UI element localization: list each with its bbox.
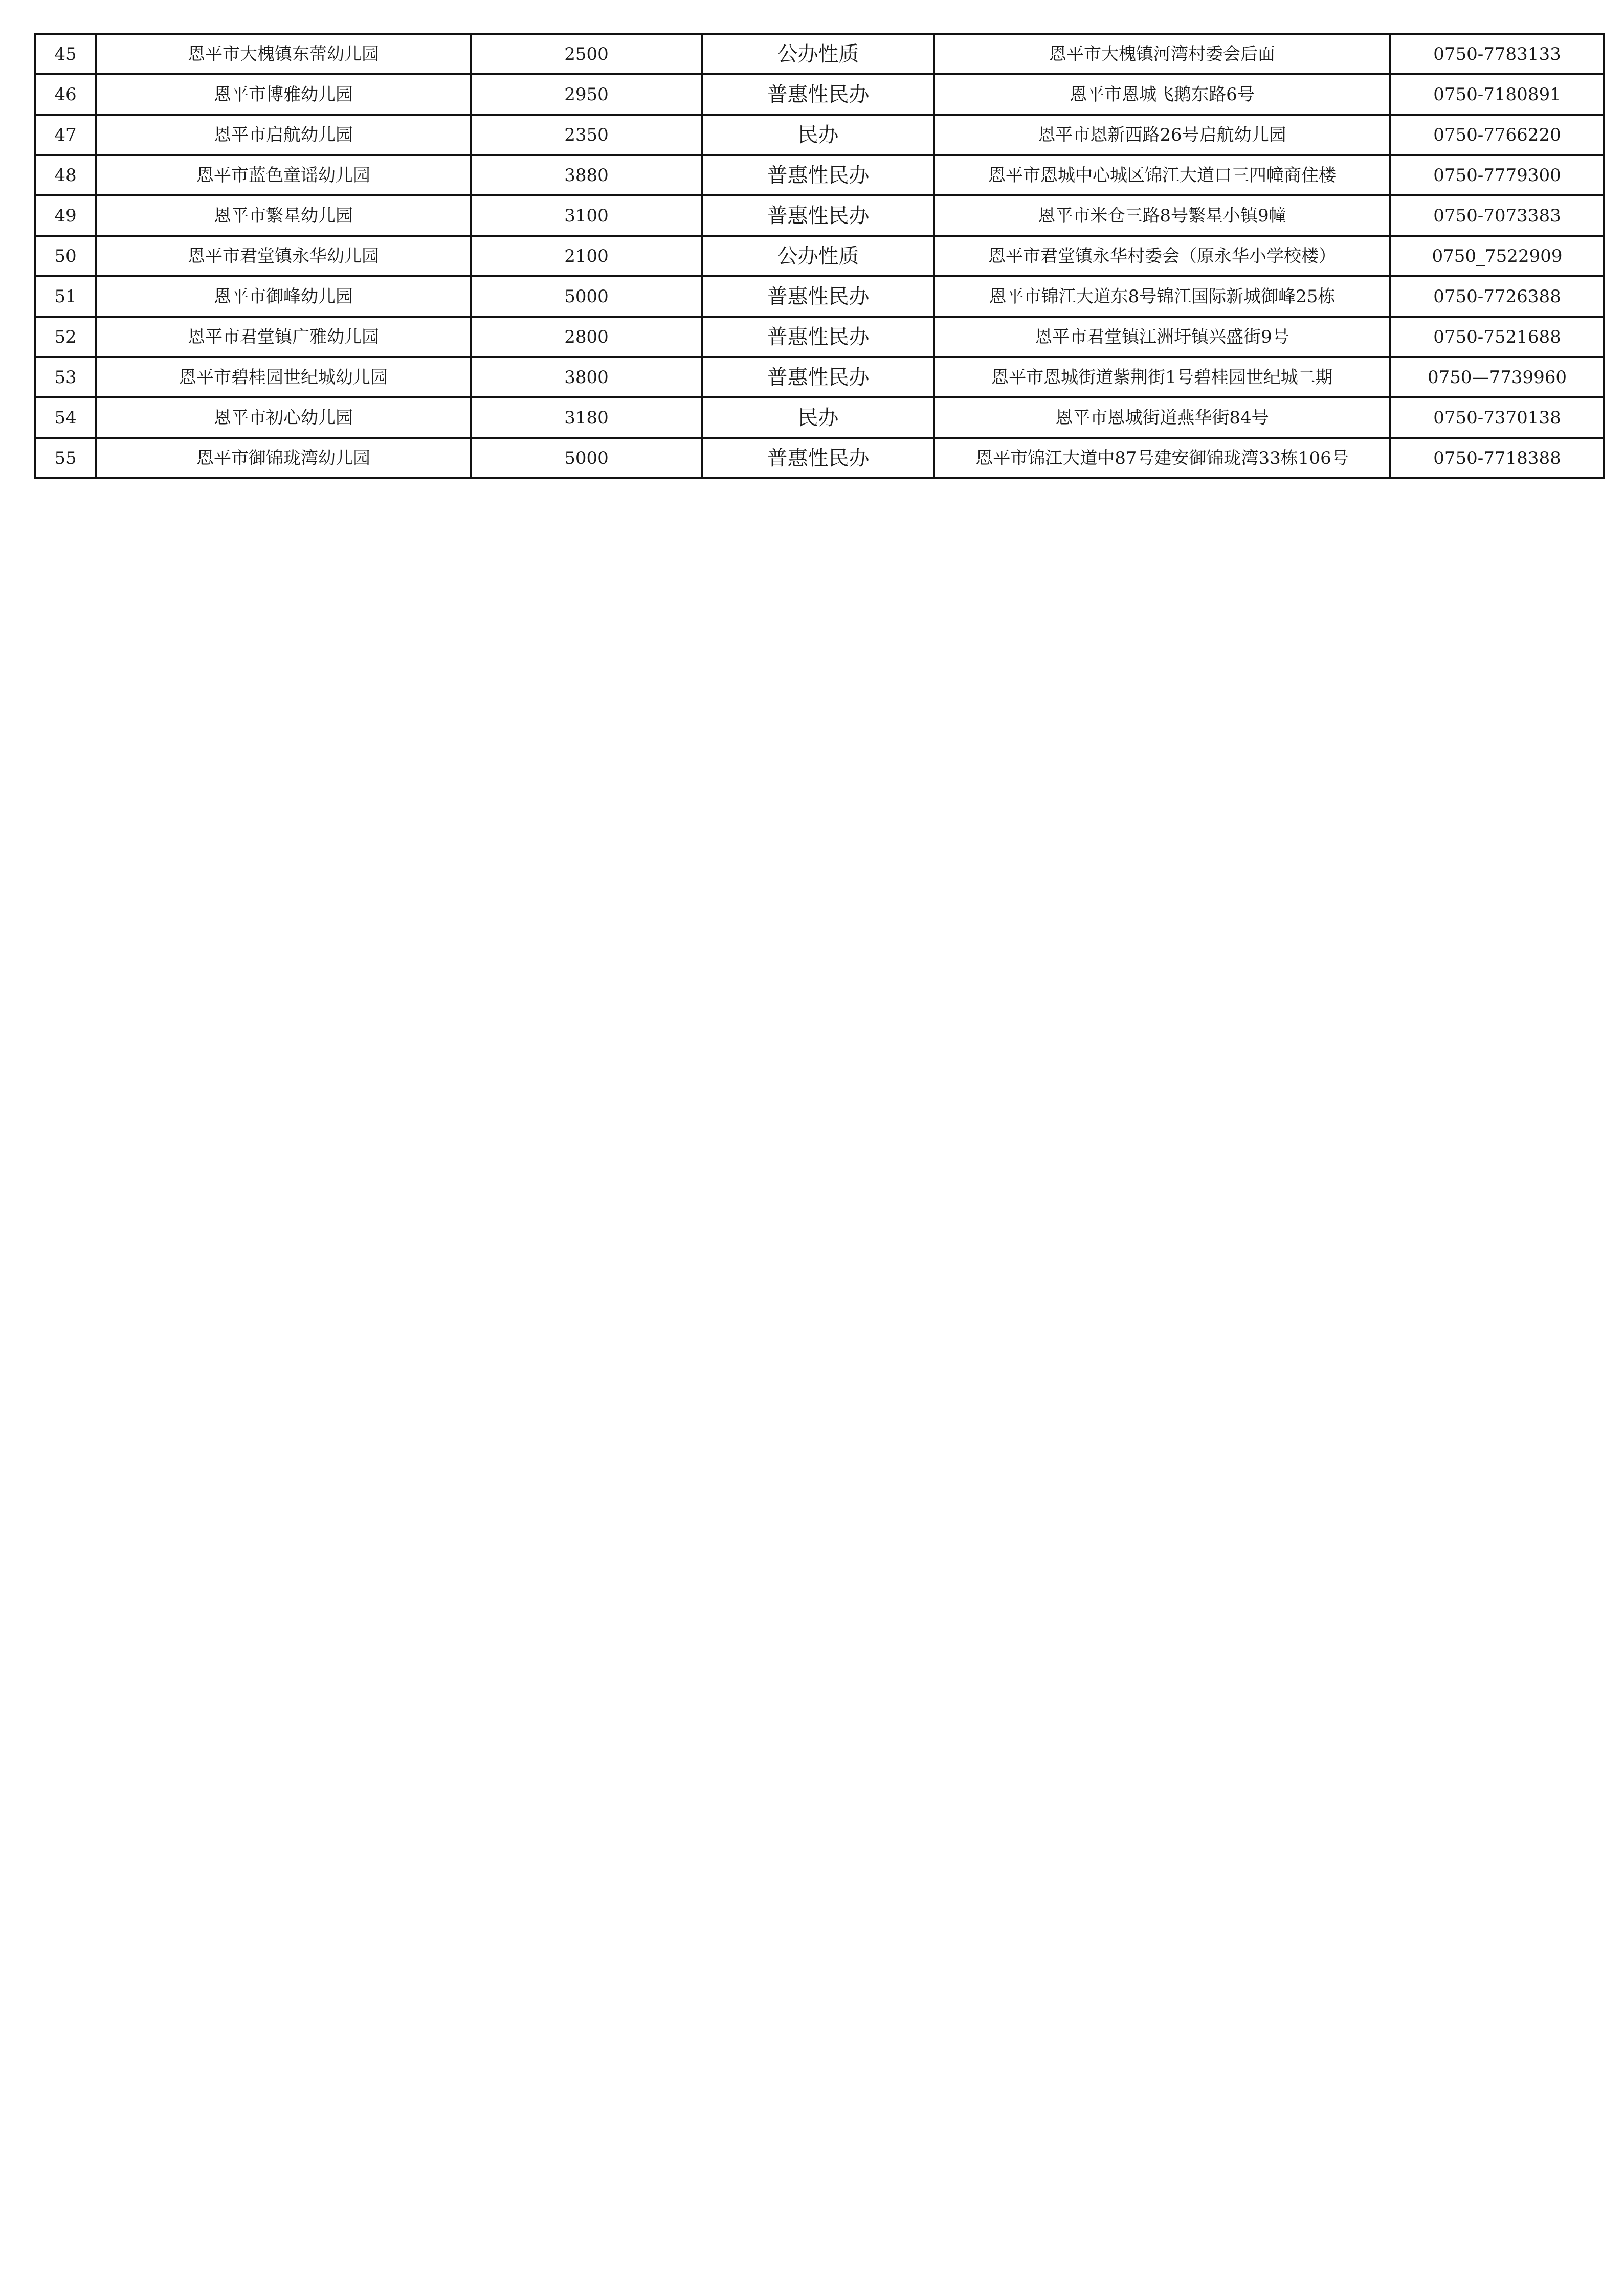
table-row [35, 317, 1604, 357]
address-cell: 恩平市君堂镇江洲圩镇兴盛街9号 [934, 317, 1390, 357]
phone-cell: 0750-7718388 [1390, 438, 1604, 478]
phone-cell: 0750—7739960 [1390, 357, 1604, 397]
kindergarten-table [34, 33, 1605, 479]
table-row [35, 438, 1604, 478]
table-body [35, 34, 1604, 478]
table-row [35, 397, 1604, 438]
table-row [35, 115, 1604, 155]
kindergarten-name-cell: 恩平市御锦珑湾幼儿园 [96, 438, 471, 478]
fee-cell: 2350 [471, 115, 702, 155]
table-row [35, 34, 1604, 74]
table-row [35, 236, 1604, 276]
table-row [35, 357, 1604, 397]
row-number-cell: 50 [35, 236, 96, 276]
table-row [35, 74, 1604, 115]
fee-cell: 3100 [471, 195, 702, 236]
type-cell: 公办性质 [702, 34, 934, 74]
phone-cell: 0750-7783133 [1390, 34, 1604, 74]
type-cell: 普惠性民办 [702, 155, 934, 195]
kindergarten-name-cell: 恩平市大槐镇东蕾幼儿园 [96, 34, 471, 74]
kindergarten-name-cell: 恩平市启航幼儿园 [96, 115, 471, 155]
kindergarten-name-cell: 恩平市君堂镇广雅幼儿园 [96, 317, 471, 357]
address-cell: 恩平市恩城街道燕华街84号 [934, 397, 1390, 438]
address-cell: 恩平市锦江大道东8号锦江国际新城御峰25栋 [934, 276, 1390, 317]
kindergarten-name-cell: 恩平市初心幼儿园 [96, 397, 471, 438]
table-row [35, 195, 1604, 236]
address-cell: 恩平市恩城街道紫荆街1号碧桂园世纪城二期 [934, 357, 1390, 397]
row-number-cell: 54 [35, 397, 96, 438]
type-cell: 普惠性民办 [702, 195, 934, 236]
fee-cell: 2500 [471, 34, 702, 74]
fee-cell: 2950 [471, 74, 702, 115]
kindergarten-name-cell: 恩平市繁星幼儿园 [96, 195, 471, 236]
phone-cell: 0750-7073383 [1390, 195, 1604, 236]
fee-cell: 3800 [471, 357, 702, 397]
fee-cell: 3880 [471, 155, 702, 195]
row-number-cell: 47 [35, 115, 96, 155]
row-number-cell: 48 [35, 155, 96, 195]
phone-cell: 0750_7522909 [1390, 236, 1604, 276]
row-number-cell: 45 [35, 34, 96, 74]
kindergarten-name-cell: 恩平市博雅幼儿园 [96, 74, 471, 115]
phone-cell: 0750-7180891 [1390, 74, 1604, 115]
address-cell: 恩平市君堂镇永华村委会（原永华小学校楼） [934, 236, 1390, 276]
type-cell: 民办 [702, 397, 934, 438]
type-cell: 普惠性民办 [702, 438, 934, 478]
fee-cell: 3180 [471, 397, 702, 438]
fee-cell: 5000 [471, 438, 702, 478]
table-row [35, 276, 1604, 317]
row-number-cell: 49 [35, 195, 96, 236]
address-cell: 恩平市恩城飞鹅东路6号 [934, 74, 1390, 115]
phone-cell: 0750-7521688 [1390, 317, 1604, 357]
type-cell: 普惠性民办 [702, 276, 934, 317]
fee-cell: 2800 [471, 317, 702, 357]
row-number-cell: 55 [35, 438, 96, 478]
row-number-cell: 52 [35, 317, 96, 357]
phone-cell: 0750-7726388 [1390, 276, 1604, 317]
address-cell: 恩平市恩城中心城区锦江大道口三四幢商住楼 [934, 155, 1390, 195]
type-cell: 公办性质 [702, 236, 934, 276]
address-cell: 恩平市米仓三路8号繁星小镇9幢 [934, 195, 1390, 236]
kindergarten-name-cell: 恩平市蓝色童谣幼儿园 [96, 155, 471, 195]
fee-cell: 2100 [471, 236, 702, 276]
kindergarten-name-cell: 恩平市碧桂园世纪城幼儿园 [96, 357, 471, 397]
type-cell: 普惠性民办 [702, 74, 934, 115]
kindergarten-name-cell: 恩平市君堂镇永华幼儿园 [96, 236, 471, 276]
row-number-cell: 46 [35, 74, 96, 115]
phone-cell: 0750-7370138 [1390, 397, 1604, 438]
phone-cell: 0750-7766220 [1390, 115, 1604, 155]
address-cell: 恩平市恩新西路26号启航幼儿园 [934, 115, 1390, 155]
address-cell: 恩平市锦江大道中87号建安御锦珑湾33栋106号 [934, 438, 1390, 478]
type-cell: 民办 [702, 115, 934, 155]
table-row [35, 155, 1604, 195]
row-number-cell: 53 [35, 357, 96, 397]
kindergarten-name-cell: 恩平市御峰幼儿园 [96, 276, 471, 317]
type-cell: 普惠性民办 [702, 317, 934, 357]
address-cell: 恩平市大槐镇河湾村委会后面 [934, 34, 1390, 74]
type-cell: 普惠性民办 [702, 357, 934, 397]
row-number-cell: 51 [35, 276, 96, 317]
fee-cell: 5000 [471, 276, 702, 317]
phone-cell: 0750-7779300 [1390, 155, 1604, 195]
